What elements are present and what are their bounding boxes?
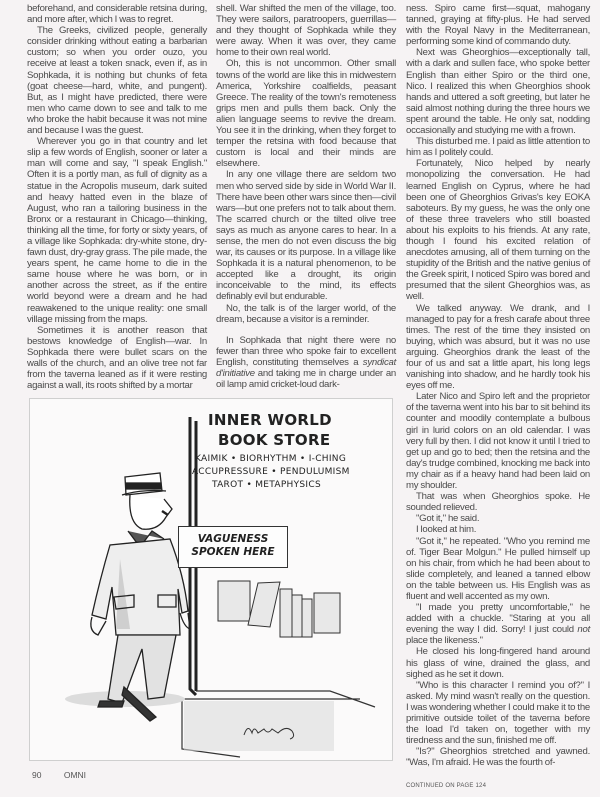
store-sign-topics: KAIMIK • BIORHYTHM • I-CHING bbox=[195, 454, 347, 464]
paragraph: I looked at him. bbox=[416, 524, 477, 536]
paragraph: beforehand, and considerable retsina during, and more after, which I was to regret. bbox=[27, 3, 207, 26]
paragraph: The Greeks, civilized people, generally consider drinking without eating a barbarian custom; so when you order ouzo, you receive at least a token snack, even if, as in Sophkada, it is nothing but chunks of feta (goat cheese—hard, white, and pungent). But, as I might have predicted, there were men who came down to see and talk to me who broke the habit because it was not mine and because I was the guest. bbox=[27, 25, 207, 137]
paragraph bbox=[406, 602, 590, 646]
text-run: place the likeness." bbox=[406, 635, 483, 647]
paragraph: ness. Spiro came first—squat, mahogany tanned, graying at fifty-plus. He had served with the Royal Navy in the Mediterranean, performing some kind of commando duty. bbox=[406, 3, 590, 48]
italic-phrase: syndicat d'initiative bbox=[216, 356, 396, 379]
paragraph: He closed his long-fingered hand around his glass of wine, drained the glass, and sighed as he set it down. bbox=[406, 646, 590, 680]
paragraph: "Got it," he said. bbox=[416, 513, 480, 525]
paragraph: Next was Gheorghios—exceptionally tall, with a dark and sullen face, who spoke better English than either Spiro or the third one, Nico. I realized this when Gheorghios shook hands and uttered a soft greeting, but later he said almost nothing during the three hours we spent around the table. He only sat, nodding occasionally and studying me with a frown. bbox=[406, 47, 590, 137]
paragraph: Later Nico and Spiro left and the proprietor of the taverna went into his bar to sit behind its counter and moodily contemplate a bulbous girl in lurid colors on an old calendar. I was very full by then. I did not know it until I tried to get up and go to bed; then the retsina and the day's trudge combined, knocking me back into my chair as if a heavy hand had been laid on my shoulder. bbox=[406, 391, 590, 492]
books bbox=[218, 581, 340, 637]
left-hand bbox=[91, 617, 106, 635]
store-sign-title: INNER WORLD bbox=[208, 411, 332, 429]
paragraph: "Got it," he repeated. "Who you remind me of. Tiger Bear Molgun." He pulled himself up on his chair, from which he had been about to slide completely, and leaned a tanned elbow on the table between us. His English was as fluent and well accented as my own. bbox=[406, 535, 590, 602]
man-figure bbox=[91, 473, 190, 721]
paragraph: Fortunately, Nico helped by nearly monopolizing the conversation. He had learned English on Cyprus, where he had been one of Gheorghios Grivas's key EOKA saboteurs. By my guess, he was the only one of these three travelers who still boasted about his exploits to his friends. At any rate, though I found his excited relation of anecdotes amusing, all of them turning on the stupidity of the British and the native genius of the Greek spirit, I noticed Spiro was bored and presumed that the silent Gheorghios was, as well. bbox=[406, 158, 590, 303]
text-run: and taking me in charge under an oil lamp amid cricket-loud dark- bbox=[216, 368, 396, 391]
placard-line: VAGUENESS bbox=[197, 533, 269, 545]
jacket bbox=[92, 539, 188, 635]
paragraph: Oh, this is not uncommon. Other small towns of the world are like this in midwestern America, Yorkshire coalfields, peasant Greece. The reality of the town's remoteness grips men and pulls them back. Only the alien language seems to revive the dream. You see it in the drinking, when they forget to temper the retsina with food because that custom is local and their minds are elsewhere. bbox=[216, 58, 396, 170]
page-footer bbox=[32, 770, 106, 780]
article-column-2 bbox=[216, 3, 396, 390]
hat-band bbox=[126, 483, 161, 489]
window-placard bbox=[178, 526, 288, 568]
paragraph: "Is?" Gheorghios stretched and yawned. "Was, I'm afraid. He was the fourth of- bbox=[406, 746, 590, 769]
paragraph: That was when Gheorghios spoke. He sounded relieved. bbox=[406, 491, 590, 514]
book bbox=[292, 595, 302, 637]
book bbox=[314, 593, 340, 633]
paragraph: We talked anyway. We drank, and I managed to pay for a fresh carafe about three times. The rest of the time they insisted on buying, which was absurd, but it was no use arguing. Gheorghios drank the least of the four of us and sat a little apart, his long legs vanishing into shadow, and he hardly took his eyes off me. bbox=[406, 302, 590, 392]
paragraph bbox=[216, 335, 396, 390]
book bbox=[302, 599, 312, 637]
paragraph: No, the talk is of the larger world, of the dream, because a visitor is a reminder. bbox=[216, 302, 396, 325]
store-sign-topics: ACCUPRESSURE • PENDULUMISM bbox=[192, 467, 350, 477]
paragraph: In any one village there are seldom two men who served side by side in World War II. There have been other wars since then—civil wars—but one prefers not to talk about them. The scarred church or the tilted olive tree says as much as anyone cares to hear. In a sense, the men do not even discuss the big war, its causes or its purpose. In a village like Sophkada it is a natural phenomenon, to be accepted like a drought, its origin inconceivable to the mind, its effects definably evil but endurable. bbox=[216, 169, 396, 303]
text-run: In Sophkada that night there were no fewer than three who spoke fair to excellent English, constituting themselves a bbox=[216, 334, 396, 368]
store-sign-subtitle: BOOK STORE bbox=[218, 431, 331, 449]
paragraph: Sometimes it is another reason that bestows knowledge of English—war. In Sophkada there were bullet scars on the walls of the church, and an olive tree not far from the taverna leaned as if it were resting against a wall, its roots shifted by a mortar bbox=[27, 324, 207, 392]
artist-signature bbox=[242, 721, 302, 741]
paragraph: shell. War shifted the men of the village, too. They were sailors, paratroopers, guerrillas—and they thought of Sophkada while they were away. When it was over, they came home to their own real world. bbox=[216, 3, 396, 59]
placard-line: SPOKEN HERE bbox=[191, 546, 275, 558]
text-run: "I made you pretty uncomfortable," he added with a chuckle. "Staring at you all evening the way I did. Sorry! I just could bbox=[406, 602, 590, 636]
italic-word: not bbox=[577, 624, 590, 636]
continued-note: CONTINUED ON PAGE 124 bbox=[406, 783, 487, 789]
cartoon-illustration bbox=[29, 398, 393, 761]
book bbox=[280, 589, 292, 637]
book bbox=[218, 581, 250, 621]
paragraph: Wherever you go in that country and let slip a few words of English, sooner or later a man will come and say, "I speak English." Often it is a portly man, as full of dignity as a statue in the Acropolis museum, dark suited and heavy hatted even in the blaze of August, who ran a tailoring business in the Bronx or a restaurant in Chicago—thinking, thinking all the time, for forty or sixty years, of a village like Sophkada: dry-white stone, dry-fawn dust, dry-gray grass. The pile made, the years spent, he came home to die in the same house where he was born, or in another across the street, as if the entire world beyond were a dream and he had reawakened to the unique reality: one small village missing from the maps. bbox=[27, 136, 207, 325]
page-number: 90 bbox=[32, 770, 42, 780]
paragraph: "Who is this character I remind you of?" I asked. My mind wasn't really on the question. I was wondering whether I could make it to the primitive outside toilet of the taverna before the load I'd taken on, together with my tiredness and the sun, finished me off. bbox=[406, 679, 590, 747]
left-shoe bbox=[98, 701, 124, 707]
article-column-1 bbox=[27, 3, 207, 391]
paragraph: This disturbed me. I paid as little attention to him as I politely could. bbox=[406, 136, 590, 159]
article-column-3 bbox=[406, 3, 590, 768]
book bbox=[248, 582, 280, 627]
magazine-name: OMNI bbox=[63, 770, 87, 780]
store-sign-topics: TAROT • METAPHYSICS bbox=[212, 480, 321, 490]
